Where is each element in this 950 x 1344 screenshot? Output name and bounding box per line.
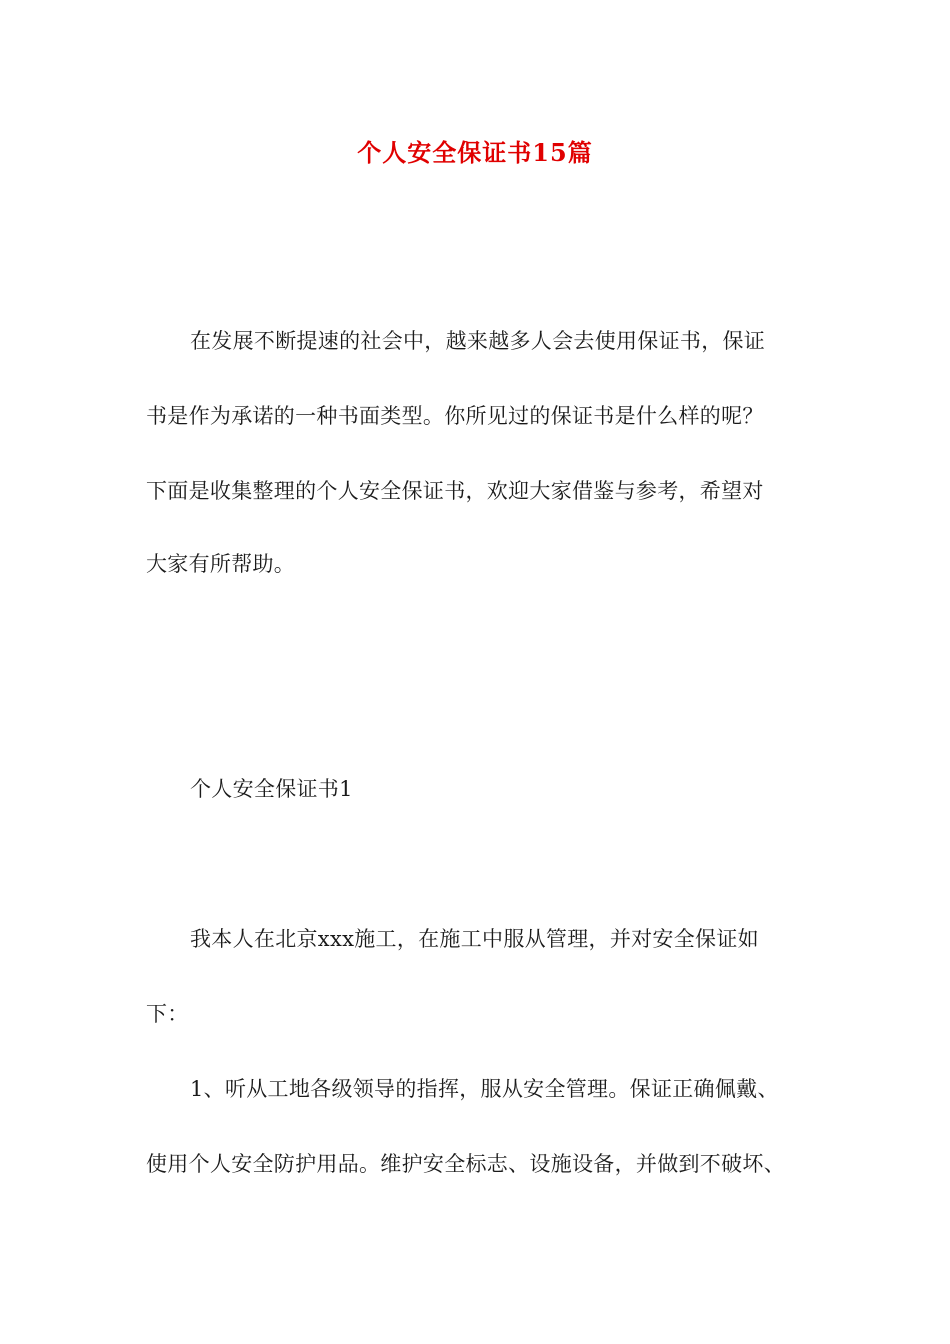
intro-line-2: 书是作为承诺的一种书面类型。你所见过的保证书是什么样的呢？ (146, 404, 764, 428)
body-line-2: 下： (146, 1002, 189, 1026)
section-heading: 个人安全保证书1 (190, 777, 353, 801)
intro-line-4: 大家有所帮助。 (146, 552, 296, 576)
body-line-3: 1、听从工地各级领导的指挥，服从安全管理。保证正确佩戴、 (190, 1077, 779, 1101)
page-title: 个人安全保证书15篇 (357, 138, 593, 167)
body-line-4: 使用个人安全防护用品。维护安全标志、设施设备，并做到不破坏、 (146, 1152, 785, 1176)
intro-line-1: 在发展不断提速的社会中，越来越多人会去使用保证书，保证 (190, 329, 766, 353)
intro-line-3: 下面是收集整理的个人安全保证书，欢迎大家借鉴与参考，希望对 (146, 479, 764, 503)
body-line-1: 我本人在北京xxx施工，在施工中服从管理，并对安全保证如 (190, 927, 759, 951)
